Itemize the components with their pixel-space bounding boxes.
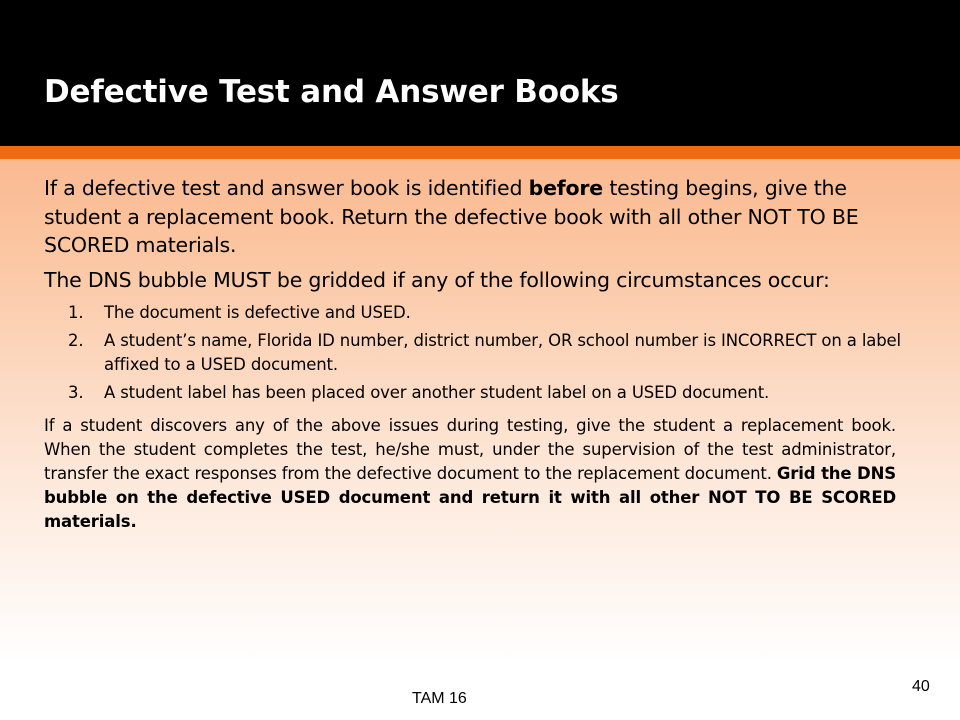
circumstances-list — [44, 301, 904, 405]
list-item-text: A student’s name, Florida ID number, district number, OR school number is INCORRECT on a label affixed to a USED document. — [104, 330, 901, 374]
list-item-text: A student label has been placed over another student label on a USED document. — [104, 382, 770, 402]
list-item-number: 3. — [68, 382, 84, 402]
slide-content — [44, 174, 904, 534]
dns-statement: The DNS bubble MUST be gridded if any of the following circumstances occur: — [44, 268, 830, 293]
closing-paragraph — [44, 414, 896, 534]
footer-label: TAM 16 — [412, 690, 467, 707]
accent-bar — [0, 146, 960, 159]
list-item — [44, 329, 904, 377]
slide-header — [0, 0, 960, 146]
list-item-text: The document is defective and USED. — [104, 302, 411, 322]
page-number: 40 — [912, 678, 930, 695]
list-item-number: 1. — [68, 302, 84, 322]
intro-text-bold: before — [528, 176, 603, 200]
closing-text-bold: Grid the DNS bubble on the defective USED document and return it with all other NOT TO BE SCORED materials. — [44, 464, 896, 532]
closing-text-normal: If a student discovers any of the above issues during testing, give the student a replacement book. When the student completes the test, he/she must, under the supervision of the test administrator, transfer the exact responses from the defective document to the replacement document. — [44, 416, 896, 484]
list-item — [44, 381, 904, 405]
list-item-number: 2. — [68, 330, 84, 350]
list-item — [44, 301, 904, 325]
intro-text-post: testing begins, give the student a replacement book. Return the defective book with all other NOT TO BE SCORED materials. — [44, 176, 859, 258]
intro-paragraph — [44, 174, 904, 260]
intro-text-pre: If a defective test and answer book is identified — [44, 176, 529, 200]
slide-title: Defective Test and Answer Books — [44, 74, 619, 110]
